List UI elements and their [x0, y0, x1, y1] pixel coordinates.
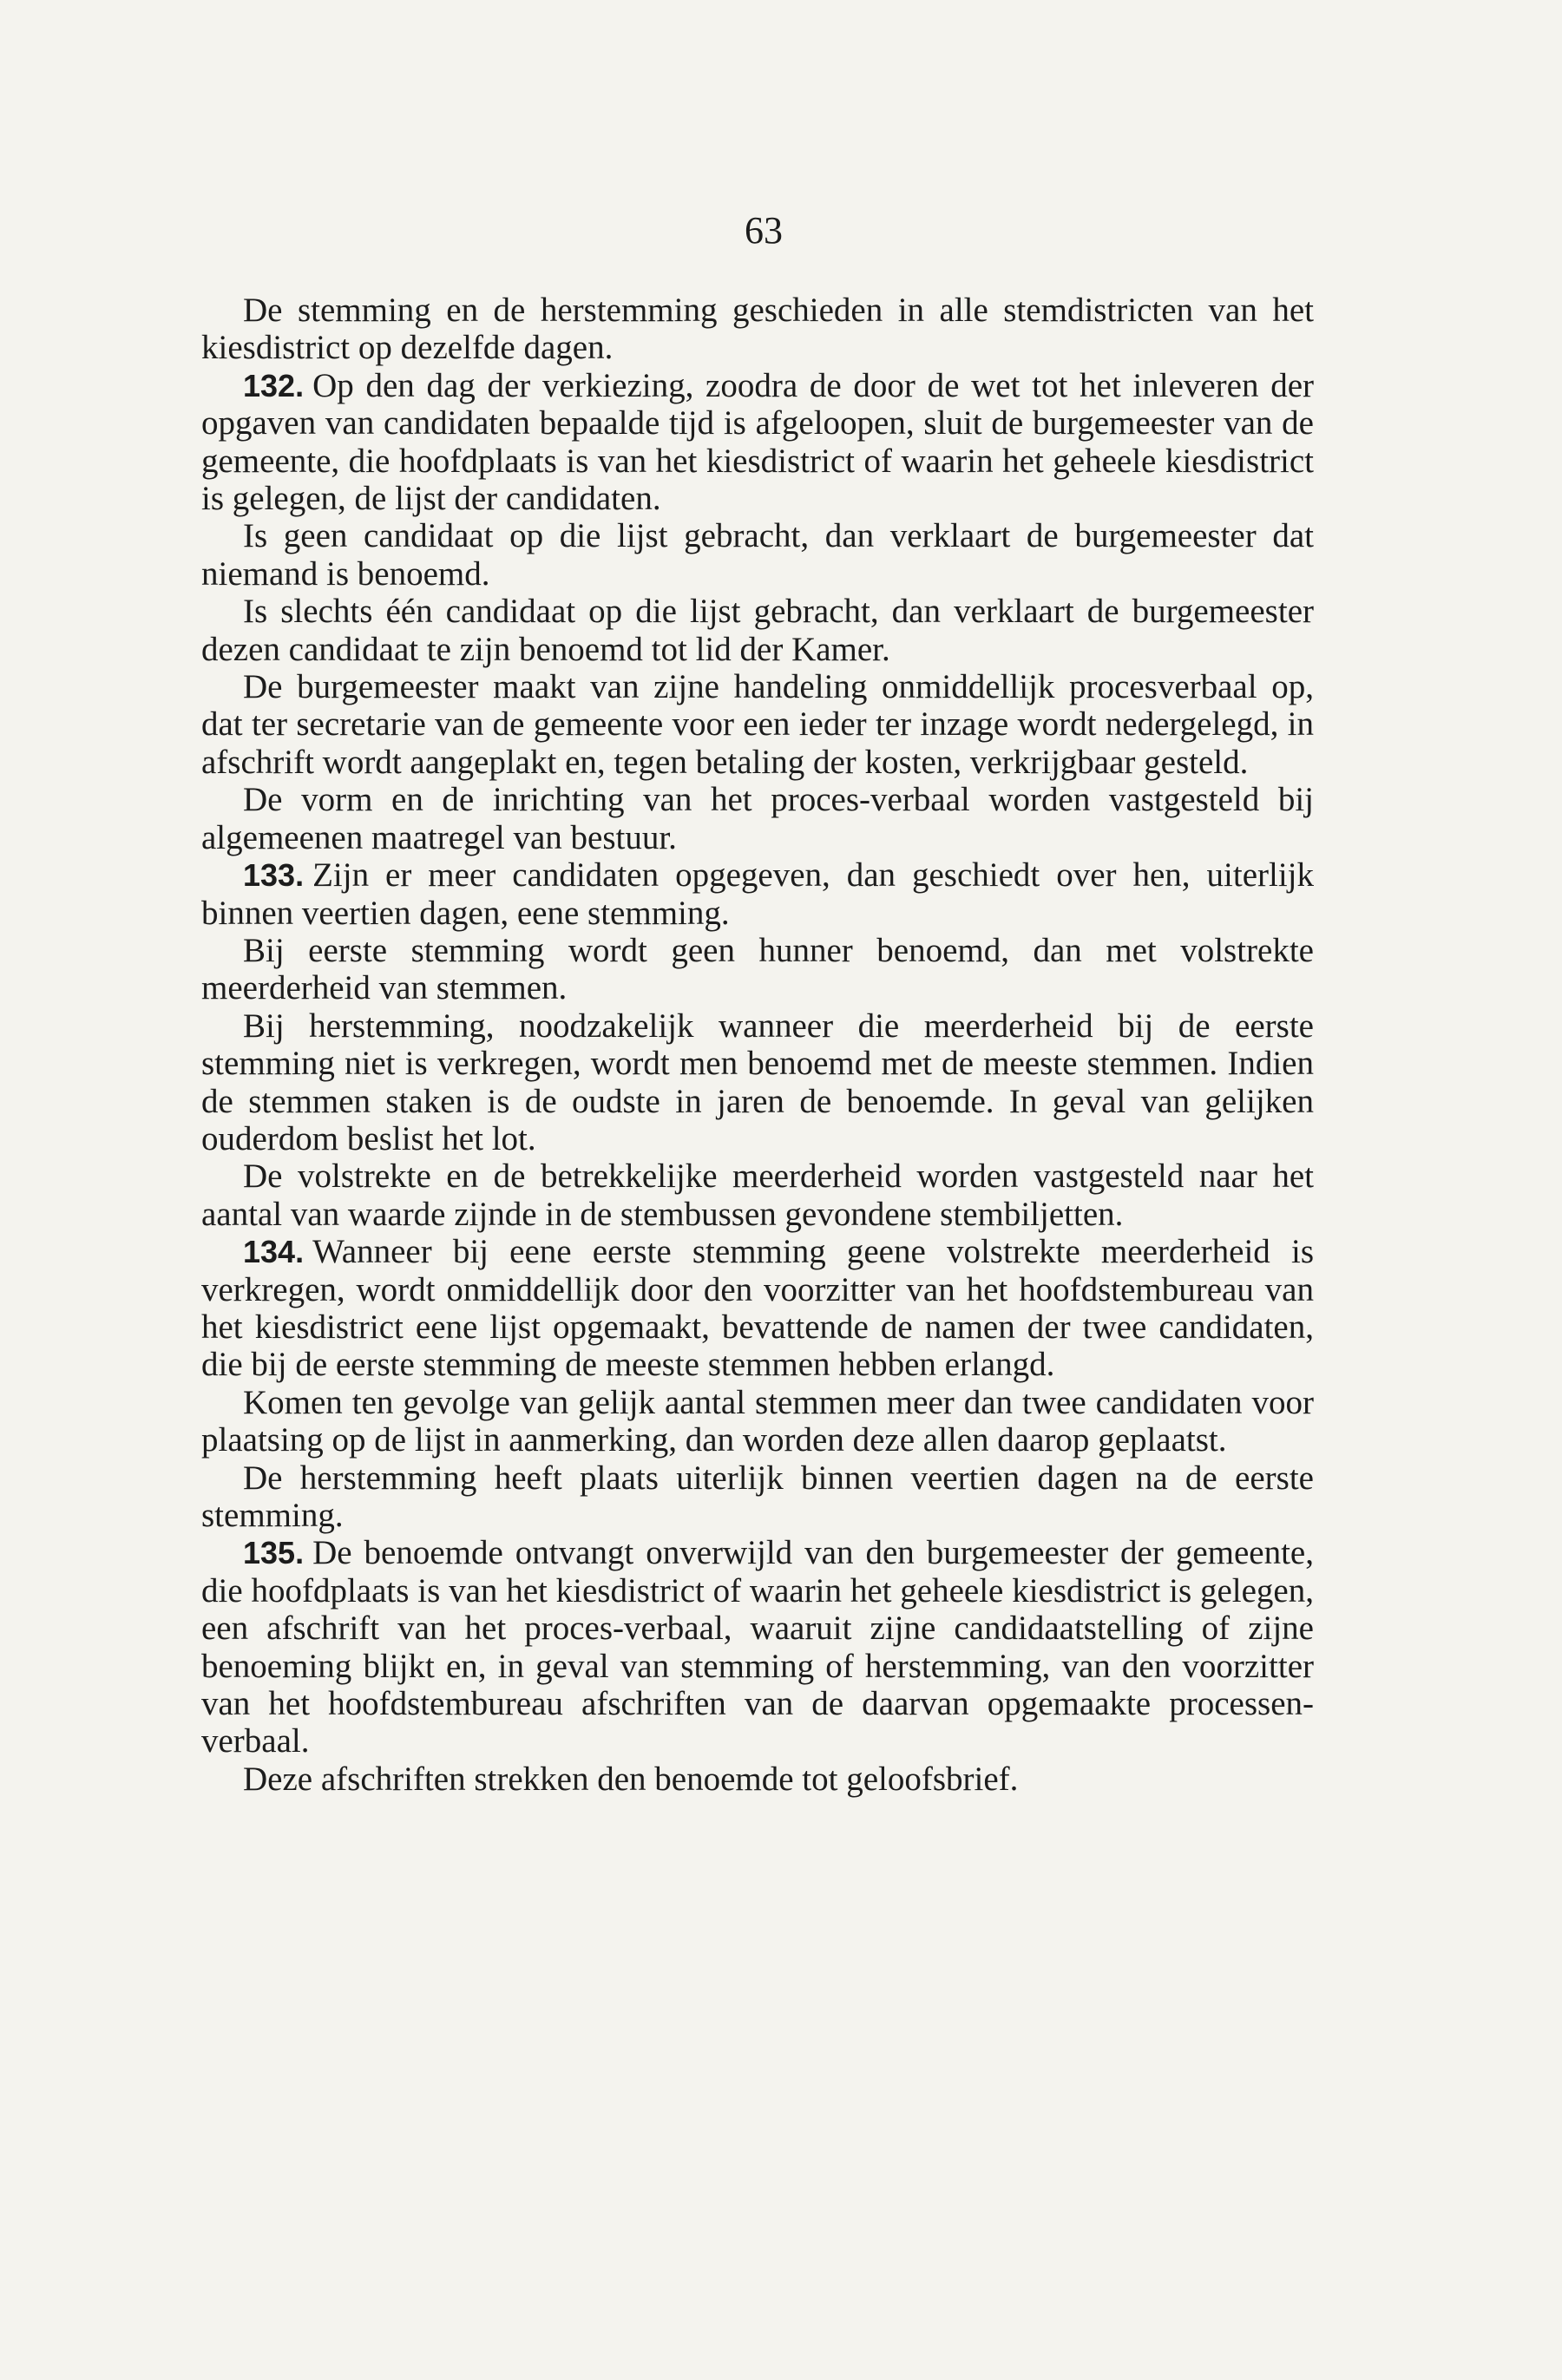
paragraph: Bij herstemming, noodzakelijk wanneer die meerderheid bij de eerste stemming niet is verkregen, wordt men benoemd met de meeste stemmen. Indien de stemmen staken is de oudste in jaren de benoemde. In geval van gelijken ouderdom beslist het lot.: [201, 1006, 1314, 1157]
article-132-paragraph: [201, 367, 1314, 518]
paragraph: Is geen candidaat op die lijst gebracht, dan verklaart de burgemeester dat niemand is benoemd.: [201, 517, 1314, 593]
body-text: [201, 292, 1314, 1798]
article-number: 135.: [243, 1535, 305, 1571]
paragraph: De burgemeester maakt van zijne handeling onmiddellijk procesverbaal op, dat ter secretarie van de gemeente voor een ieder ter inzage wordt nedergelegd, in afschrift wordt aangeplakt en, tegen betaling der kosten, verkrijgbaar gesteld.: [201, 668, 1314, 781]
paragraph: De herstemming heeft plaats uiterlijk binnen veertien dagen na de eerste stemming.: [201, 1459, 1314, 1534]
paragraph: De volstrekte en de betrekkelijke meerderheid worden vastgesteld naar het aantal van waarde zijnde in de stembussen gevondene stembiljetten.: [201, 1157, 1314, 1233]
paragraph-text: Op den dag der verkiezing, zoodra de door de wet tot het inleveren der opgaven van candidaten bepaalde tijd is afgeloopen, sluit de burgemeester van de gemeente, die hoofdplaats is van het kiesdistrict of waarin het geheele kiesdistrict is gelegen, de lijst der candidaten.: [201, 366, 1314, 518]
paragraph-text: Zijn er meer candidaten opgegeven, dan geschiedt over hen, uiterlijk binnen veertien dagen, eene stemming.: [201, 856, 1314, 932]
article-number: 133.: [243, 857, 305, 894]
page-number: 63: [745, 209, 783, 252]
article-number: 134.: [243, 1234, 305, 1270]
paragraph: De vorm en de inrichting van het proces-verbaal worden vastgesteld bij algemeenen maatregel van bestuur.: [201, 781, 1314, 856]
paragraph: Deze afschriften strekken den benoemde tot geloofsbrief.: [243, 1760, 1019, 1798]
article-133-paragraph: [201, 856, 1314, 932]
paragraph-text: Wanneer bij eene eerste stemming geene volstrekte meerderheid is verkregen, wordt onmiddellijk door den voorzitter van het hoofdstembureau van het kiesdistrict eene lijst opgemaakt, bevattende de namen der twee candidaten, die bij de eerste stemming de meeste stemmen hebben erlangd.: [201, 1233, 1314, 1384]
paragraph: Bij eerste stemming wordt geen hunner benoemd, dan met volstrekte meerderheid van stemmen.: [201, 931, 1314, 1007]
paragraph-text: De benoemde ontvangt onverwijld van den burgemeester der gemeente, die hoofdplaats is van het kiesdistrict of waarin het geheele kiesdistrict is gelegen, een afschrift van het proces-verbaal, waaruit zijne candidaatstelling of zijne benoeming blijkt en, in geval van stemming of herstemming, van den voorzitter van het hoofdstembureau afschriften van de daarvan opgemaakte processen-verbaal.: [201, 1534, 1314, 1760]
article-135-paragraph: [201, 1534, 1314, 1760]
paragraph: Is slechts één candidaat op die lijst gebracht, dan verklaart de burgemeester dezen candidaat te zijn benoemd tot lid der Kamer.: [201, 593, 1314, 668]
paragraph: Komen ten gevolge van gelijk aantal stemmen meer dan twee candidaten voor plaatsing op de lijst in aanmerking, dan worden deze allen daarop geplaatst.: [201, 1383, 1314, 1459]
paragraph: De stemming en de herstemming geschieden in alle stemdistricten van het kiesdistrict op dezelfde dagen.: [201, 292, 1314, 367]
article-number: 132.: [243, 367, 305, 403]
article-134-paragraph: [201, 1233, 1314, 1384]
